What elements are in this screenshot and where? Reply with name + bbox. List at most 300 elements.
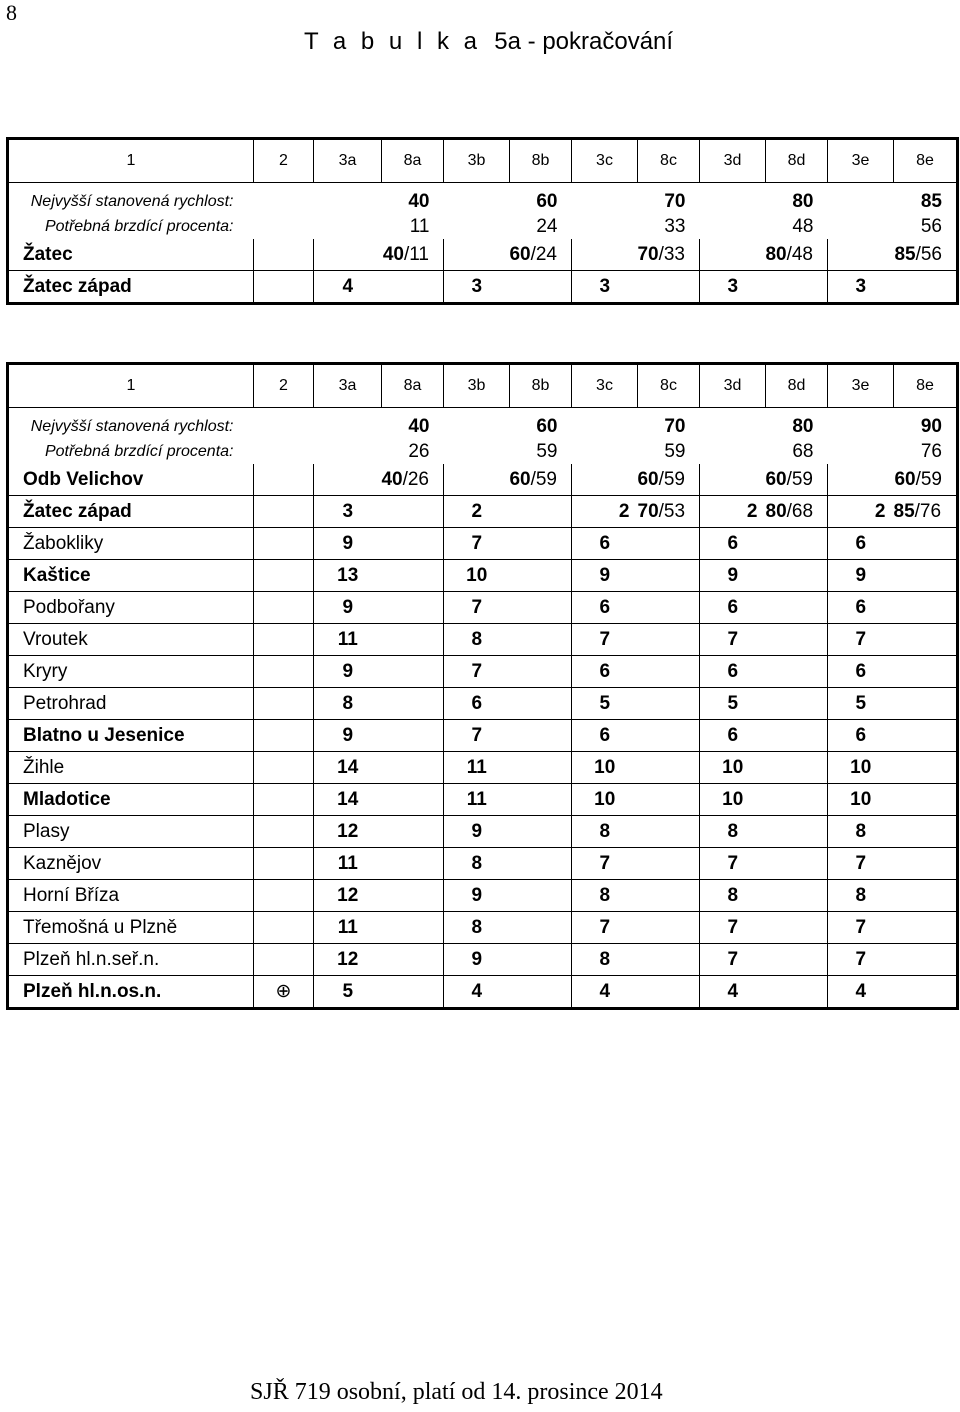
empty-cell: [382, 496, 444, 528]
station-symbol: [254, 720, 314, 752]
time-value: 9: [314, 592, 382, 624]
station-row: [8, 784, 958, 816]
speed-value: 40: [408, 190, 430, 212]
time-value: 9: [314, 720, 382, 752]
empty-cell: [382, 944, 444, 976]
column-header: 3d: [700, 139, 766, 183]
time-value: 6: [828, 656, 894, 688]
empty-cell: [382, 848, 444, 880]
empty-cell: [638, 720, 700, 752]
time-value: 9: [444, 880, 510, 912]
brake-value: /59: [786, 468, 813, 490]
station-symbol: [254, 271, 314, 304]
time-value: 7: [444, 656, 510, 688]
time-value: 7: [828, 944, 894, 976]
empty-cell: [510, 784, 572, 816]
brake-value: 68: [792, 440, 814, 462]
time-value: 8: [700, 816, 766, 848]
station-name: Kaznějov: [8, 848, 254, 880]
empty-cell: [510, 592, 572, 624]
time-value: 8: [572, 880, 638, 912]
station-symbol: [254, 752, 314, 784]
speed-value: 70: [637, 500, 659, 522]
empty-cell: [894, 271, 958, 304]
brake-value: /59: [658, 468, 685, 490]
empty-cell: [510, 976, 572, 1009]
empty-cell: [766, 848, 828, 880]
brake-value: 11: [409, 215, 430, 237]
empty-cell: [766, 784, 828, 816]
time-value: 5: [828, 688, 894, 720]
empty-cell: [766, 880, 828, 912]
empty-cell: [894, 752, 958, 784]
time-value: 7: [444, 720, 510, 752]
station-row: [8, 271, 958, 304]
station-row: [8, 912, 958, 944]
time-value: 12: [314, 880, 382, 912]
frac-value: [700, 464, 828, 496]
header-row: [8, 364, 958, 408]
station-symbol: [254, 912, 314, 944]
brake-value: 56: [828, 214, 958, 239]
empty-cell: [638, 688, 700, 720]
time-value: 8: [572, 816, 638, 848]
station-name: Žatec západ: [8, 271, 254, 304]
speed-value: 70: [664, 415, 686, 437]
time-value: 7: [700, 848, 766, 880]
frac-value: [314, 239, 444, 271]
time-value: 8: [572, 944, 638, 976]
empty-cell: [382, 560, 444, 592]
empty-cell: [382, 720, 444, 752]
row-label: Potřebná brzdící procenta:: [8, 439, 314, 464]
empty-cell: [510, 816, 572, 848]
column-header: 1: [8, 139, 254, 183]
time-value: 11: [314, 624, 382, 656]
brake-value: 24: [536, 215, 558, 237]
column-header: 8e: [894, 364, 958, 408]
time-value: 6: [828, 720, 894, 752]
brake-value: /48: [786, 243, 813, 265]
empty-cell: [638, 816, 700, 848]
empty-cell: [766, 271, 828, 304]
empty-cell: [638, 944, 700, 976]
empty-cell: [382, 656, 444, 688]
speed-value: 40: [408, 415, 430, 437]
brake-value: /33: [658, 243, 685, 265]
empty-cell: [766, 720, 828, 752]
time-value: 9: [572, 560, 638, 592]
speed-value: 80: [792, 190, 814, 212]
time-value: 8: [828, 816, 894, 848]
column-header: 2: [254, 139, 314, 183]
empty-cell: [894, 816, 958, 848]
speed-value: 40: [381, 468, 403, 490]
time-value: 4: [572, 976, 638, 1009]
time-value: 6: [828, 528, 894, 560]
speed-row: [8, 183, 958, 215]
time-value: 13: [314, 560, 382, 592]
station-row: [8, 496, 958, 528]
station-row: [8, 944, 958, 976]
time-value: 7: [700, 624, 766, 656]
empty-cell: [894, 528, 958, 560]
speed-value: 80: [765, 243, 787, 265]
empty-cell: [894, 912, 958, 944]
time-value: 7: [572, 848, 638, 880]
station-symbol: [254, 880, 314, 912]
column-header: 3e: [828, 364, 894, 408]
empty-cell: [894, 592, 958, 624]
station-name: Plzeň hl.n.os.n.: [8, 976, 254, 1009]
time-value: 3: [700, 271, 766, 304]
speed-value: 70: [637, 243, 659, 265]
column-header: 8e: [894, 139, 958, 183]
speed-value: 60: [536, 415, 558, 437]
empty-cell: [766, 976, 828, 1009]
time-value: 11: [314, 848, 382, 880]
time-value: 8: [314, 688, 382, 720]
station-name: Mladotice: [8, 784, 254, 816]
time-value: 5: [314, 976, 382, 1009]
station-name: Žihle: [8, 752, 254, 784]
station-symbol-icon: ⊕: [254, 976, 314, 1009]
empty-cell: [766, 528, 828, 560]
frac-value: [314, 464, 444, 496]
empty-cell: [638, 528, 700, 560]
empty-cell: [638, 752, 700, 784]
column-header: 8d: [766, 364, 828, 408]
speed-value: 70: [664, 190, 686, 212]
column-header: 3d: [700, 364, 766, 408]
time-value: 10: [828, 784, 894, 816]
time-value: 14: [314, 752, 382, 784]
station-symbol: [254, 592, 314, 624]
time-value: 4: [314, 271, 382, 304]
time-value: 12: [314, 944, 382, 976]
column-header: 2: [254, 364, 314, 408]
empty-cell: [638, 271, 700, 304]
brake-value: 33: [664, 215, 686, 237]
station-name: Třemošná u Plzně: [8, 912, 254, 944]
station-symbol: [254, 816, 314, 848]
brake-value: /56: [915, 243, 942, 265]
station-symbol: [254, 624, 314, 656]
frac-value: [828, 464, 958, 496]
empty-cell: [510, 720, 572, 752]
brake-value: /68: [786, 500, 814, 522]
station-row: [8, 880, 958, 912]
station-symbol: [254, 528, 314, 560]
time-value: 7: [444, 528, 510, 560]
time-value: 10: [444, 560, 510, 592]
station-name: Žatec: [8, 239, 254, 271]
frac-value: [444, 239, 572, 271]
column-header: 1: [8, 364, 254, 408]
empty-cell: [638, 880, 700, 912]
time-value: 7: [700, 912, 766, 944]
empty-cell: [382, 271, 444, 304]
station-row: [8, 528, 958, 560]
column-header: 8a: [382, 364, 444, 408]
time-value: 3: [314, 496, 382, 528]
empty-cell: [382, 880, 444, 912]
time-value: 6: [828, 592, 894, 624]
time-value: 6: [572, 656, 638, 688]
time-value: 4: [444, 976, 510, 1009]
speed-value: 90: [828, 408, 958, 440]
empty-cell: [766, 592, 828, 624]
station-name: Blatno u Jesenice: [8, 720, 254, 752]
time-value: 14: [314, 784, 382, 816]
row-label: Potřebná brzdící procenta:: [8, 214, 314, 239]
time-value: 6: [572, 528, 638, 560]
empty-cell: [894, 624, 958, 656]
time-value: 11: [444, 752, 510, 784]
speed-value: 60: [536, 190, 558, 212]
time-value: 10: [700, 784, 766, 816]
station-row: [8, 592, 958, 624]
frac-value: [572, 464, 700, 496]
station-symbol: [254, 239, 314, 271]
empty-cell: [638, 912, 700, 944]
empty-cell: [766, 816, 828, 848]
time-value: 6: [700, 528, 766, 560]
speed-value: 80: [765, 500, 787, 522]
empty-cell: [894, 720, 958, 752]
speed-value: 40: [382, 243, 404, 265]
column-header: 8d: [766, 139, 828, 183]
station-row: [8, 848, 958, 880]
time-value: 9: [828, 560, 894, 592]
empty-cell: [510, 912, 572, 944]
speed-value: 60: [894, 468, 916, 490]
column-header: 3c: [572, 364, 638, 408]
footer-text: SJŘ 719 osobní, platí od 14. prosince 2014: [250, 1379, 663, 1405]
time-value: 5: [700, 688, 766, 720]
time-value: 4: [700, 976, 766, 1009]
empty-cell: [766, 656, 828, 688]
time-value: 3: [828, 271, 894, 304]
time-value: 3: [444, 271, 510, 304]
time-value: 6: [572, 592, 638, 624]
empty-cell: [638, 784, 700, 816]
time-value: 10: [572, 752, 638, 784]
time-value: 6: [700, 720, 766, 752]
station-row: [8, 688, 958, 720]
empty-cell: [510, 880, 572, 912]
time-value: 9: [314, 656, 382, 688]
time-value: 7: [828, 624, 894, 656]
time-value: 10: [700, 752, 766, 784]
station-symbol: [254, 464, 314, 496]
title-spaced: T a b u l k a: [304, 28, 481, 55]
empty-cell: [510, 528, 572, 560]
empty-cell: [382, 624, 444, 656]
brake-value: /59: [530, 468, 557, 490]
empty-cell: [638, 560, 700, 592]
time-value: 7: [572, 624, 638, 656]
column-header: 3b: [444, 139, 510, 183]
empty-cell: [382, 976, 444, 1009]
brake-value: 59: [664, 440, 686, 462]
time-value: 6: [700, 592, 766, 624]
station-name: Podbořany: [8, 592, 254, 624]
station-name: Plasy: [8, 816, 254, 848]
station-symbol: [254, 496, 314, 528]
column-header: 3a: [314, 139, 382, 183]
time-value: 4: [828, 976, 894, 1009]
column-header: 8b: [510, 139, 572, 183]
row-label: Nejvyšší stanovená rychlost:: [8, 183, 314, 215]
time-value: 3: [572, 271, 638, 304]
time-value: 6: [444, 688, 510, 720]
time-value: 2: [572, 496, 638, 528]
empty-cell: [766, 944, 828, 976]
brake-value: 76: [828, 439, 958, 464]
empty-cell: [894, 656, 958, 688]
speed-value: 60: [637, 468, 659, 490]
empty-cell: [510, 624, 572, 656]
empty-cell: [510, 944, 572, 976]
time-value: 2: [700, 496, 766, 528]
speed-value: 60: [765, 468, 787, 490]
empty-cell: [510, 752, 572, 784]
brake-value: /24: [530, 243, 557, 265]
speed-value: 85: [828, 183, 958, 215]
station-name: Odb Velichov: [8, 464, 254, 496]
empty-cell: [382, 752, 444, 784]
empty-cell: [766, 912, 828, 944]
timetable-2: [6, 362, 959, 1010]
brake-value: 26: [408, 440, 430, 462]
time-value: 8: [828, 880, 894, 912]
row-label: Nejvyšší stanovená rychlost:: [8, 408, 314, 440]
empty-cell: [894, 944, 958, 976]
frac-value: [572, 239, 700, 271]
empty-cell: [638, 976, 700, 1009]
frac-value: [444, 464, 572, 496]
empty-cell: [638, 656, 700, 688]
brake-value: /59: [915, 468, 942, 490]
empty-cell: [510, 688, 572, 720]
empty-cell: [510, 560, 572, 592]
speed-value: 80: [792, 415, 814, 437]
empty-cell: [766, 688, 828, 720]
time-value: 8: [444, 624, 510, 656]
empty-cell: [382, 688, 444, 720]
time-value: 11: [314, 912, 382, 944]
station-symbol: [254, 784, 314, 816]
empty-cell: [382, 816, 444, 848]
time-value: 9: [444, 944, 510, 976]
station-name: Vroutek: [8, 624, 254, 656]
empty-cell: [510, 656, 572, 688]
station-name: Petrohrad: [8, 688, 254, 720]
station-symbol: [254, 656, 314, 688]
speed-value: 85: [893, 500, 915, 522]
station-row: [8, 560, 958, 592]
time-value: 10: [828, 752, 894, 784]
speed-value: 60: [509, 243, 531, 265]
time-value: 8: [444, 848, 510, 880]
speed-value: 85: [894, 243, 916, 265]
station-row: [8, 752, 958, 784]
column-header: 3e: [828, 139, 894, 183]
empty-cell: [382, 528, 444, 560]
station-row: [8, 624, 958, 656]
brake-value: /53: [658, 500, 686, 522]
station-name: Žatec západ: [8, 496, 254, 528]
brake-value: 48: [792, 215, 814, 237]
column-header: 3a: [314, 364, 382, 408]
station-row: [8, 656, 958, 688]
frac-value: [766, 496, 828, 528]
brake-value: /11: [403, 243, 429, 265]
station-name: Kaštice: [8, 560, 254, 592]
station-name: Plzeň hl.n.seř.n.: [8, 944, 254, 976]
time-value: 7: [572, 912, 638, 944]
time-value: 6: [700, 656, 766, 688]
station-symbol: [254, 688, 314, 720]
time-value: 9: [700, 560, 766, 592]
station-row: [8, 720, 958, 752]
column-header: 8a: [382, 139, 444, 183]
station-symbol: [254, 944, 314, 976]
time-value: 8: [700, 880, 766, 912]
brake-value: /26: [402, 468, 429, 490]
time-value: 11: [444, 784, 510, 816]
empty-cell: [638, 848, 700, 880]
frac-value: [700, 239, 828, 271]
station-row: [8, 816, 958, 848]
time-value: 10: [572, 784, 638, 816]
column-header: 3b: [444, 364, 510, 408]
empty-cell: [894, 688, 958, 720]
empty-cell: [766, 560, 828, 592]
time-value: 7: [444, 592, 510, 624]
empty-cell: [510, 496, 572, 528]
station-name: Žabokliky: [8, 528, 254, 560]
title-rest: 5a - pokračování: [480, 28, 674, 55]
time-value: 7: [828, 848, 894, 880]
brake-value: /76: [914, 500, 942, 522]
empty-cell: [382, 592, 444, 624]
column-header: 8c: [638, 139, 700, 183]
frac-value: [894, 496, 958, 528]
station-symbol: [254, 560, 314, 592]
time-value: 9: [444, 816, 510, 848]
empty-cell: [894, 560, 958, 592]
empty-cell: [894, 784, 958, 816]
empty-cell: [510, 271, 572, 304]
timetable-1: [6, 137, 959, 305]
station-name: Horní Bříza: [8, 880, 254, 912]
brake-row: [8, 439, 958, 464]
column-header: 8c: [638, 364, 700, 408]
frac-value: [638, 496, 700, 528]
empty-cell: [894, 880, 958, 912]
brake-row: [8, 214, 958, 239]
frac-value: [828, 239, 958, 271]
station-symbol: [254, 848, 314, 880]
time-value: 7: [828, 912, 894, 944]
speed-row: [8, 408, 958, 440]
empty-cell: [766, 624, 828, 656]
station-row: [8, 976, 958, 1009]
empty-cell: [894, 976, 958, 1009]
column-header: 8b: [510, 364, 572, 408]
